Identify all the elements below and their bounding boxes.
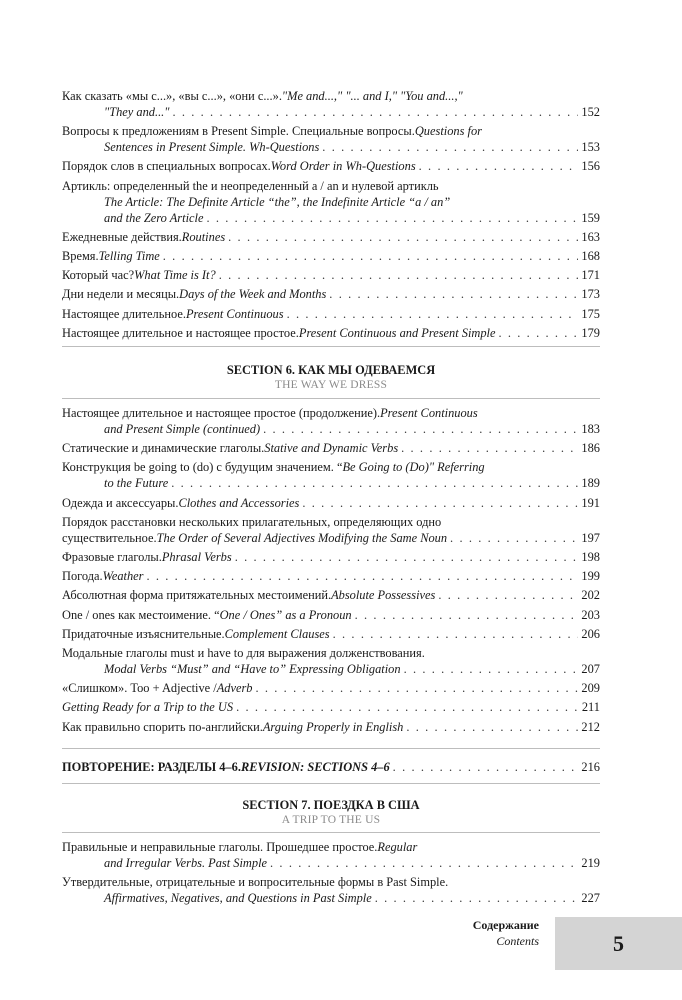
page-number: 163	[581, 230, 600, 244]
toc-entry-line	[62, 645, 600, 661]
dot-leader	[375, 890, 579, 906]
page-number: 159	[581, 211, 600, 225]
page-number: 156	[581, 159, 600, 173]
toc-entry-line	[62, 229, 600, 245]
dot-leader	[401, 440, 578, 456]
entry-title-en: Stative and Dynamic Verbs	[264, 441, 399, 455]
toc-entry-line	[62, 440, 600, 456]
toc-entry-line	[62, 286, 600, 302]
toc-entry-line	[62, 514, 600, 530]
toc-entry[interactable]	[62, 306, 600, 322]
entry-title-en: Telling Time	[98, 249, 160, 263]
entry-title-ru: Статические и динамические глаголы.	[62, 441, 265, 455]
revision-label-ru: ПОВТОРЕНИЕ: РАЗДЕЛЫ 4–6.	[62, 760, 241, 774]
dot-leader	[499, 325, 579, 341]
toc-entry[interactable]	[62, 459, 600, 491]
entry-title-ru: Утвердительные, отрицательные и вопросительные формы в Past Simple.	[62, 875, 449, 889]
toc-entry-line	[62, 549, 600, 565]
entry-title-en: The Article: The Definite Article “the”, the Indefinite Article “a / an”	[104, 195, 451, 209]
toc-entry[interactable]	[62, 699, 600, 715]
section-divider	[62, 346, 600, 347]
dot-leader	[255, 680, 578, 696]
entry-title-en: Present Continuous	[185, 307, 284, 321]
entry-title-en: What Time is It?	[134, 268, 216, 282]
page-number: 207	[581, 662, 600, 676]
page-number: 191	[581, 496, 600, 510]
dot-leader	[322, 139, 578, 155]
entry-title-ru: Конструкция be going to (do) с будущим значением. “	[62, 460, 343, 474]
entry-title-ru: Как правильно спорить по-английски.	[62, 720, 263, 734]
toc-entry-line	[62, 267, 600, 283]
toc-entry[interactable]	[62, 839, 600, 871]
section-subtitle: THE WAY WE DRESS	[274, 379, 388, 391]
entry-title-ru: Погода.	[62, 569, 103, 583]
entry-title-ru: Дни недели и месяцы.	[62, 287, 180, 301]
dot-leader	[235, 549, 579, 565]
page-number: 173	[581, 287, 600, 301]
entry-title-ru: Правильные и неправильные глаголы. Прошедшее простое.	[62, 840, 378, 854]
entry-title-ru: Фразовые глаголы.	[62, 550, 162, 564]
entry-title-ru: Порядок расстановки нескольких прилагательных, определяющих одно	[62, 515, 442, 529]
dot-leader	[404, 661, 579, 677]
toc-entry[interactable]	[62, 626, 600, 642]
dot-leader	[171, 475, 578, 491]
page-number-box	[555, 917, 682, 970]
entry-title-en: Routines	[181, 230, 226, 244]
page-number: 197	[581, 531, 600, 545]
toc-entry-line	[62, 626, 600, 642]
section-divider	[62, 398, 600, 399]
toc-entry-line	[62, 568, 600, 584]
entry-title-ru: существительное.	[62, 531, 157, 545]
entry-title-ru: Настоящее длительное.	[62, 307, 186, 321]
entry-title-ru: Одежда и аксессуары.	[62, 496, 179, 510]
toc-entry[interactable]	[62, 248, 600, 264]
dot-leader	[419, 158, 579, 174]
entry-title-en: Present Continuous	[380, 406, 478, 420]
toc-entry-line	[62, 421, 600, 437]
dot-leader	[228, 229, 578, 245]
dot-leader	[263, 421, 578, 437]
toc-entry-line	[62, 104, 600, 120]
entry-title-en: Absolute Possessives	[331, 588, 436, 602]
toc-entry[interactable]	[62, 88, 600, 120]
toc-entry-line	[62, 890, 600, 906]
running-footer	[473, 917, 539, 949]
dot-leader	[270, 855, 578, 871]
footer-title-en: Contents	[496, 934, 539, 948]
toc-entry-line	[62, 306, 600, 322]
dot-leader	[163, 248, 579, 264]
dot-leader	[406, 719, 578, 735]
entry-title-en: The Order of Several Adjectives Modifying the Same Noun	[156, 531, 448, 545]
entry-title-en: Clothes and Accessories	[178, 496, 300, 510]
toc-entry-line	[62, 719, 600, 735]
dot-leader	[147, 568, 579, 584]
dot-leader	[219, 267, 579, 283]
dot-leader	[206, 210, 578, 226]
section-title: SECTION 7. ПОЕЗДКА В США	[242, 798, 420, 812]
toc-entry-line	[62, 325, 600, 341]
page-number: 216	[581, 760, 600, 774]
toc-entry[interactable]	[62, 325, 600, 341]
page-number: 152	[581, 105, 600, 119]
entry-title-en: One / Ones” as a Pronoun	[219, 608, 352, 622]
entry-title-en: Getting Ready for a Trip to the US	[62, 700, 234, 714]
entry-title-ru: Модальные глаголы must и have to для выражения долженствования.	[62, 646, 425, 660]
entry-title-en: "They and..."	[104, 105, 170, 119]
toc-entry[interactable]	[62, 874, 600, 906]
entry-title-en: Days of the Week and Months	[179, 287, 327, 301]
toc-entry[interactable]	[62, 514, 600, 546]
dot-leader	[393, 759, 579, 775]
toc-entry[interactable]	[62, 440, 600, 456]
toc-entry[interactable]	[62, 123, 600, 155]
entry-title-en: Arguing Properly in English	[262, 720, 404, 734]
toc-entry-line	[62, 855, 600, 871]
toc-entry[interactable]	[62, 607, 600, 623]
dot-leader	[302, 495, 578, 511]
page-number: 219	[581, 856, 600, 870]
toc-entry-line	[62, 405, 600, 421]
toc-entry-line	[62, 874, 600, 890]
entry-title-ru: Вопросы к предложениям в Present Simple. Специальные вопросы.	[62, 124, 415, 138]
toc-entry-line	[62, 587, 600, 603]
toc-entry-line	[62, 248, 600, 264]
dot-leader	[355, 607, 579, 623]
footer-title-ru: Содержание	[472, 918, 539, 932]
toc-entry-line	[62, 680, 600, 696]
toc-entry[interactable]	[62, 229, 600, 245]
toc-entry-line	[62, 475, 600, 491]
entry-title-en: and the Zero Article	[104, 211, 204, 225]
toc-entry-line	[62, 839, 600, 855]
toc-entry[interactable]	[62, 158, 600, 174]
toc-entry-line	[62, 530, 600, 546]
entry-title-en: Weather	[102, 569, 144, 583]
page-number: 183	[581, 422, 600, 436]
toc-entry-line	[62, 661, 600, 677]
entry-title-ru: Абсолютная форма притяжательных местоимений.	[62, 588, 332, 602]
toc-entry[interactable]	[62, 495, 600, 511]
toc-entry-line	[62, 178, 600, 194]
entry-title-en: Phrasal Verbs	[161, 550, 232, 564]
section-divider	[62, 783, 600, 784]
toc-entry[interactable]	[62, 178, 600, 226]
entry-title-en: Present Continuous and Present Simple	[298, 326, 496, 340]
toc-entry-line	[62, 139, 600, 155]
page-number: 212	[581, 720, 600, 734]
entry-title-en: Complement Clauses	[224, 627, 330, 641]
page-number: 227	[581, 891, 600, 905]
entry-title-en: and Irregular Verbs. Past Simple	[104, 856, 268, 870]
toc-entry[interactable]	[62, 719, 600, 735]
page-number: 186	[581, 441, 600, 455]
toc-entry-line	[62, 607, 600, 623]
toc-entry-line	[62, 88, 600, 104]
page-number: 206	[581, 627, 600, 641]
toc-entry[interactable]	[62, 267, 600, 283]
entry-title-en: Modal Verbs “Must” and “Have to” Expressing Obligation	[104, 662, 401, 676]
revision-entry[interactable]	[62, 759, 600, 775]
entry-title-en: Sentences in Present Simple. Wh-Questions	[104, 140, 320, 154]
section-divider	[62, 832, 600, 833]
toc-entry[interactable]	[62, 587, 600, 603]
toc-entry[interactable]	[62, 405, 600, 437]
entry-title-en: Word Order in Wh-Questions	[270, 159, 416, 173]
page-number: 179	[581, 326, 600, 340]
toc-entry-line	[62, 459, 600, 475]
toc-entry[interactable]	[62, 568, 600, 584]
entry-title-en: and Present Simple (continued)	[104, 422, 261, 436]
entry-title-en: "Me and...," "... and I," "You and...,"	[281, 89, 463, 103]
dot-leader	[329, 286, 578, 302]
dot-leader	[438, 587, 578, 603]
entry-title-en: to the Future	[104, 476, 169, 490]
toc-entry[interactable]	[62, 549, 600, 565]
entry-title-ru: Настоящее длительное и настоящее простое.	[62, 326, 299, 340]
entry-title-ru: Как сказать «мы с...», «вы с...», «они с...».	[62, 89, 282, 103]
entry-title-ru: Время.	[62, 249, 99, 263]
toc-entry-line	[62, 495, 600, 511]
dot-leader	[236, 699, 579, 715]
page-number: 199	[581, 569, 600, 583]
entry-title-ru: Настоящее длительное и настоящее простое (продолжение).	[62, 406, 381, 420]
section-subtitle: A TRIP TO THE US	[281, 814, 381, 826]
entry-title-ru: Порядок слов в специальных вопросах.	[62, 159, 271, 173]
toc-entry[interactable]	[62, 286, 600, 302]
entry-title-en: Regular	[377, 840, 418, 854]
page-number: 168	[581, 249, 600, 263]
toc-entry-line	[62, 210, 600, 226]
section-6-header	[62, 362, 600, 393]
entry-title-ru: One / ones как местоимение. “	[62, 608, 220, 622]
revision-label-en: REVISION: SECTIONS 4–6	[240, 760, 390, 774]
entry-title-en: Affirmatives, Negatives, and Questions in Past Simple	[104, 891, 372, 905]
toc-entry-line	[62, 123, 600, 139]
page-number: 175	[581, 307, 600, 321]
page-number: 198	[581, 550, 600, 564]
dot-leader	[172, 104, 578, 120]
entry-title-en: Adverb	[216, 681, 253, 695]
page-number: 189	[581, 476, 600, 490]
page-number: 202	[581, 588, 600, 602]
entry-title-ru: Придаточные изъяснительные.	[62, 627, 225, 641]
section-title: SECTION 6. КАК МЫ ОДЕВАЕМСЯ	[226, 363, 436, 377]
page-number: 171	[581, 268, 600, 282]
page-number-label: 5	[613, 930, 624, 956]
entry-title-ru: Ежедневные действия.	[62, 230, 182, 244]
toc-entry-line	[62, 158, 600, 174]
entry-title-en: Be Going to (Do)" Referring	[342, 460, 485, 474]
entry-title-en: Questions for	[414, 124, 482, 138]
dot-leader	[333, 626, 579, 642]
section-7-header	[62, 797, 600, 828]
toc-entry[interactable]	[62, 680, 600, 696]
page-number: 209	[581, 681, 600, 695]
entry-title-ru: Артикль: определенный the и неопределенный a / an и нулевой артикль	[62, 179, 439, 193]
toc-entry[interactable]	[62, 645, 600, 677]
page-number: 153	[581, 140, 600, 154]
entry-title-ru: Который час?	[62, 268, 135, 282]
toc-entry-line	[62, 194, 600, 210]
page-number: 203	[581, 608, 600, 622]
dot-leader	[450, 530, 578, 546]
page-number: 211	[581, 700, 600, 714]
entry-title-ru: «Слишком». Too + Adjective /	[62, 681, 217, 695]
dot-leader	[287, 306, 579, 322]
section-divider	[62, 748, 600, 749]
toc-entry-line	[62, 699, 600, 715]
